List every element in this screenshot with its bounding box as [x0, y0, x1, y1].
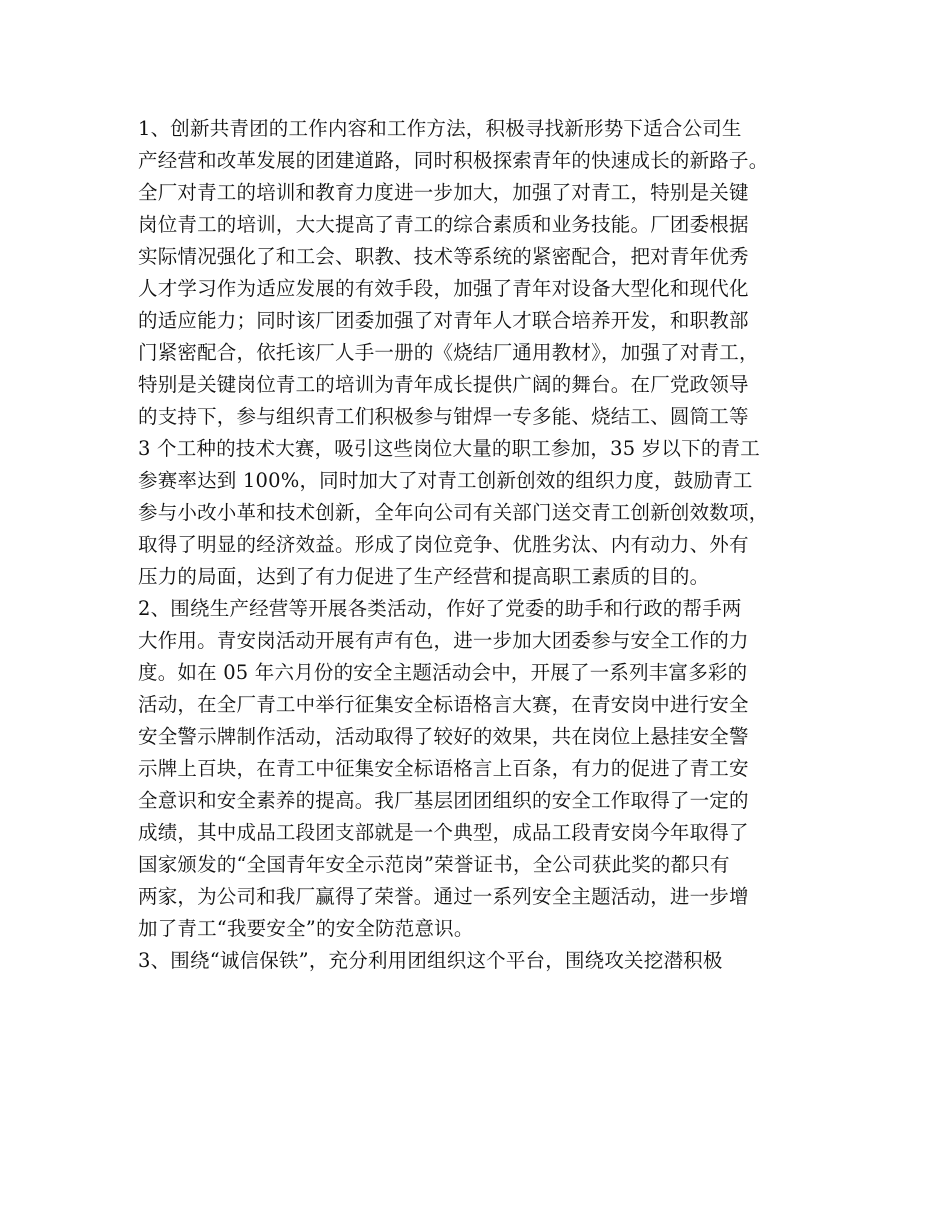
text-line: 国家颁发的“全国青年安全示范岗”荣誉证书，全公司获此奖的都只有: [138, 853, 730, 876]
text-line: 度。如在 05 年六月份的安全主题活动会中，开展了一系列丰富多彩的: [138, 661, 748, 684]
text-line: 岗位青工的培训，大大提高了青工的综合素质和业务技能。厂团委根据: [138, 213, 749, 236]
text-line: 成绩，其中成品工段团支部就是一个典型，成品工段青安岗今年取得了: [138, 821, 749, 844]
text-line: 活动，在全厂青工中举行征集安全标语格言大赛，在青安岗中进行安全: [138, 693, 749, 716]
text-line: 两家，为公司和我厂赢得了荣誉。通过一系列安全主题活动，进一步增: [138, 885, 749, 908]
text-line: 3、围绕“诚信保铁”，充分利用团组织这个平台，围绕攻关挖潜积极: [138, 949, 723, 972]
text-line: 特别是关键岗位青工的培训为青年成长提供广阔的舞台。在厂党政领导: [138, 373, 749, 396]
text-line: 的支持下，参与组织青工们积极参与钳焊一专多能、烧结工、圆筒工等: [138, 405, 749, 428]
text-line: 加了青工“我要安全”的安全防范意识。: [138, 917, 474, 940]
document-body: [138, 113, 838, 977]
text-line: 全意识和安全素养的提高。我厂基层团团组织的安全工作取得了一定的: [138, 789, 749, 812]
text-line: 2、围绕生产经营等开展各类活动，作好了党委的助手和行政的帮手两: [138, 597, 742, 620]
text-line: 全厂对青工的培训和教育力度进一步加大，加强了对青工，特别是关键: [138, 181, 749, 204]
text-line: 示牌上百块，在青工中征集安全标语格言上百条，有力的促进了青工安: [138, 757, 749, 780]
text-line: 1、创新共青团的工作内容和工作方法，积极寻找新形势下适合公司生: [138, 117, 742, 140]
text-line: 参赛率达到 100%，同时加大了对青工创新创效的组织力度，鼓励青工: [138, 469, 753, 492]
text-line: 产经营和改革发展的团建道路，同时积极探索青年的快速成长的新路子。: [138, 149, 769, 172]
text-line: 实际情况强化了和工会、职教、技术等系统的紧密配合，把对青年优秀: [138, 245, 749, 268]
text-line: 大作用。青安岗活动开展有声有色，进一步加大团委参与安全工作的力: [138, 629, 749, 652]
text-line: 参与小改小革和技术创新，全年向公司有关部门送交青工创新创效数项，: [138, 501, 769, 524]
text-line: 3 个工种的技术大赛，吸引这些岗位大量的职工参加，35 岁以下的青工: [138, 437, 760, 460]
text-line: 的适应能力；同时该厂团委加强了对青年人才联合培养开发，和职教部: [138, 309, 749, 332]
text-line: 取得了明显的经济效益。形成了岗位竞争、优胜劣汰、内有动力、外有: [138, 533, 749, 556]
text-line: 人才学习作为适应发展的有效手段，加强了青年对设备大型化和现代化: [138, 277, 749, 300]
text-line: 门紧密配合，依托该厂人手一册的《烧结厂通用教材》，加强了对青工，: [138, 341, 759, 364]
text-line: 压力的局面，达到了有力促进了生产经营和提高职工素质的目的。: [138, 565, 710, 588]
text-line: 安全警示牌制作活动，活动取得了较好的效果，共在岗位上悬挂安全警: [138, 725, 749, 748]
